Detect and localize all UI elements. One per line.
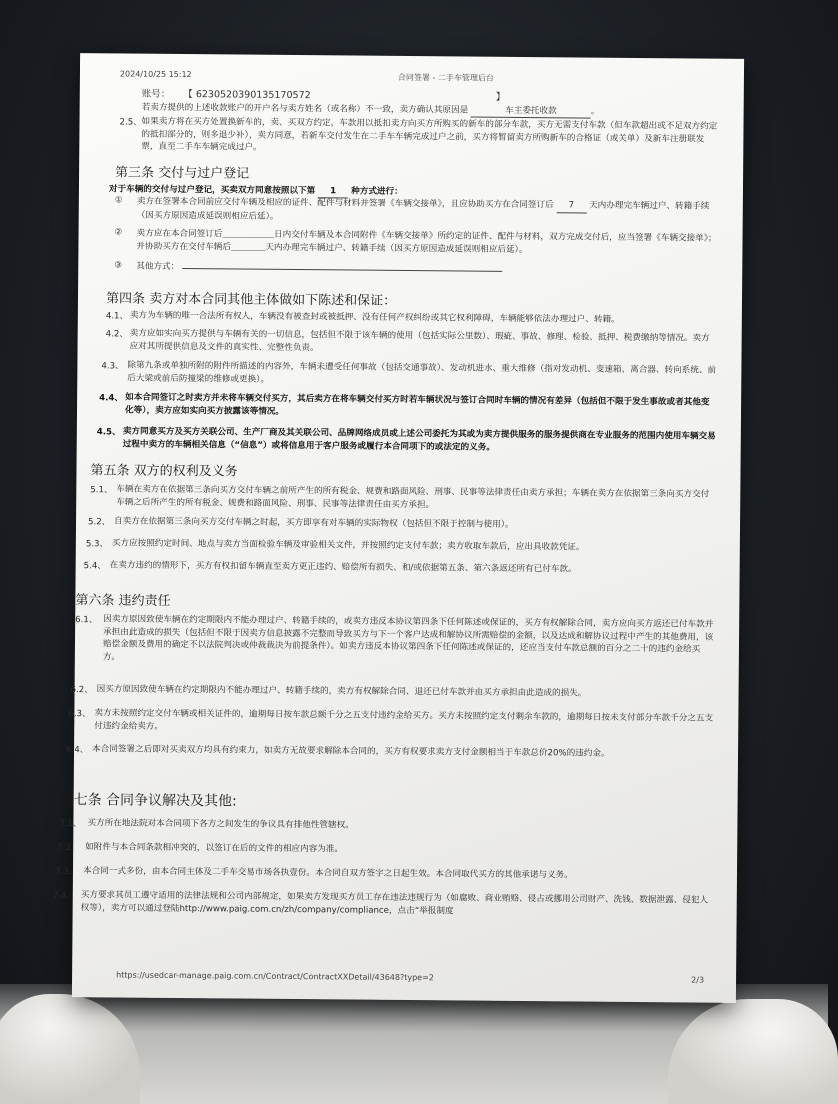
section3-lead-a: 对于车辆的交付与过户登记，买卖双方同意按照以下第 bbox=[108, 184, 316, 197]
s7-item-num: 7.4、 bbox=[52, 890, 76, 902]
intro-line: 若卖方提供的上述收款账户的开户名与卖方姓名（或名称）不一致，卖方确认其原因是 车主委托收款 。 bbox=[141, 102, 600, 117]
s7-item-num: 7.2、 bbox=[57, 842, 80, 854]
intro-reason: 车主委托收款 bbox=[471, 105, 591, 119]
s4-item-num: 4.2、 bbox=[105, 329, 128, 340]
print-date: 2024/10/25 15:12 bbox=[119, 69, 192, 80]
s7-item-num: 7.3、 bbox=[54, 866, 78, 878]
clause-2-5-text: 如果卖方将在买方处置换新车的，卖、买双方约定，车款用以抵扣卖方向买方所购买的新车的部分车款，买方无需支付车款（但车款超出或不足双方约定的抵扣部分的，则多退少补），卖方同意，若新车交付发生在二手车车辆完成过户之前，买方将暂留卖方所购新车的合格证（或关单）及新车注册联发票，直至二手车车辆完成过户。 bbox=[141, 116, 718, 153]
s7-item-text: 买方要求其员工遵守适用的法律法规和公司内部规定，如果卖方发现买方员工存在违法违规行为（如腐败、商业贿赂、侵占或挪用公司财产、洗钱、数据泄露、侵犯人权等），卖方可以通过登陆http://www.paig.com.cn/zh/company/compliance，点击“举报制度 bbox=[80, 890, 709, 916]
s6-item-num: 6.1、 bbox=[75, 615, 98, 626]
s6-item-text: 因卖方原因致使车辆在约定期限内不能办理过户、转籍手续的，或卖方违反本协议第四条下任何陈述或保证的，买方有权解除合同，卖方应向买方返还已付车款并承担由此造成的损失（包括但不限于因卖方信息披露不完整而导致买方与下一个客户达成和解协议所需赔偿的金额，以及达成和解协议过程中产生的其他费用，该赔偿金额及费用的确定不以法院判决或仲裁裁决为前提条件）。如卖方违反本协议第四条下任何陈述或保证的，还应当支付车款总额的百分之二十的违约金给买方。 bbox=[102, 614, 714, 662]
section3-opt3-text: 其他方式： bbox=[136, 261, 180, 272]
section3-opt3 bbox=[136, 261, 502, 276]
section3-lead-num: 1 bbox=[318, 185, 348, 198]
section3-title: 第三条 交付与过户登记 bbox=[115, 165, 250, 182]
print-title: 合同签署 - 二手车管理后台 bbox=[397, 72, 494, 83]
s4-item-text: 卖方同意买方及买方关联公司、生产厂商及其关联公司、品牌网络成员或上述公司委托为其或为卖方提供服务的服务提供商在专业服务的范围内使用车辆交易过程中卖方的车辆相关信息（“信息”）或将信息用于客户服务或履行本合同项下的或法定的义务。 bbox=[122, 426, 716, 453]
s6-item-num: 6.3、 bbox=[68, 709, 91, 720]
section3-opt1-text-a: 卖方在签署本合同前应交付车辆及相应的证件、配件与材料并签署《车辆交接单》，且应协助买方在合同签订后 bbox=[136, 196, 554, 211]
s5-item-text: 车辆在卖方在依据第三条向买方交付车辆之前所产生的所有税金、规费和路面风险、刑事、民事等法律责任由卖方承担；车辆在卖方在依据第三条向买方交付车辆之后所产生的所有税金、规费和路面风险、刑事、民事等法律责任由买方承担。 bbox=[116, 484, 710, 510]
account-number: 【 6230520390135170572 bbox=[183, 89, 311, 102]
section5-title: 第五条 双方的权利及义务 bbox=[90, 463, 238, 480]
section3-opt2: 卖方应在本合同签订后＿＿＿＿＿＿日内交付车辆及本合同附件《车辆交接单》所约定的证件、配件与材料，双方完成交付后，应当签署《车辆交接单》；并协助买方在交付车辆后＿＿＿＿天内办理完车辆过户、转籍手续（因买方原因造成延误则相应后延）。 bbox=[136, 228, 717, 255]
s5-item-num: 5.1、 bbox=[90, 485, 113, 496]
section3-lead-b: 种方式进行： bbox=[351, 186, 403, 197]
s5-item-num: 5.3、 bbox=[85, 539, 109, 550]
s4-item-text: 卖方为车辆的唯一合法所有权人，车辆没有被查封或被抵押、没有任何产权纠纷或其它权利障碍，车辆能够依法办理过户、转籍。 bbox=[129, 310, 620, 325]
section6-title: 第六条 违约责任 bbox=[75, 593, 171, 609]
s6-item-num: 6.2、 bbox=[70, 685, 93, 696]
section4-title: 第四条 卖方对本合同其他主体做如下陈述和保证： bbox=[105, 291, 397, 309]
clause-2-5-num: 2.5、 bbox=[119, 117, 142, 128]
section3-opt1-days: 7 bbox=[556, 199, 586, 213]
contract-page bbox=[52, 53, 744, 1003]
footer-page-number: 2/3 bbox=[691, 975, 705, 985]
s5-item-text: 在卖方违约的情形下，买方有权扣留车辆直至卖方更正违约、赔偿所有损失、和/或依据第五条、第六条返还所有已付车款。 bbox=[109, 560, 577, 575]
s4-item-text: 如本合同签订之时卖方并未将车辆交付买方，其后卖方在将车辆交付买方时若车辆状况与签订合同时车辆的情况有差异（包括但不限于发生事故或者其他变化等），卖方应如实向买方披露该等情况。 bbox=[124, 392, 710, 417]
s6-item-text: 卖方未按照约定交付车辆或相关证件的，逾期每日按车款总额千分之五支付违约金给买方。买方未按照约定支付剩余车款的，逾期每日按未支付部分车款千分之五支付违约金给卖方。 bbox=[94, 708, 714, 732]
account-label: 账号： bbox=[141, 88, 171, 100]
s4-item-num: 4.4、 bbox=[99, 393, 123, 404]
section3-opt1 bbox=[137, 196, 719, 227]
s7-item-text: 本合同一式多份，由本合同主体及二手车交易市场各执壹份。本合同自双方签字之日起生效。本合同取代买方的其他承诺与义务。 bbox=[82, 866, 573, 881]
section7-title: 第七条 合同争议解决及其他: bbox=[59, 791, 237, 810]
s4-item-num: 4.1、 bbox=[105, 311, 129, 322]
s7-item-text: 买方所在地法院对本合同项下各方之间发生的争议具有排他性管辖权。 bbox=[87, 818, 354, 831]
s5-item-num: 5.4、 bbox=[83, 561, 106, 572]
s4-item-num: 4.3、 bbox=[101, 361, 124, 372]
s7-item-text: 如附件与本合同条款相冲突的，以签订在后的文件的相应内容为准。 bbox=[85, 842, 344, 855]
section3-opt2-num: ② bbox=[114, 227, 123, 238]
section3-opt1-num: ① bbox=[114, 195, 123, 206]
s6-item-text: 本合同签署之后即对买卖双方均具有约束力，如卖方无故要求解除本合同的，买方有权要求卖方支付金额相当于车款总价20%的违约金。 bbox=[92, 744, 610, 759]
s6-item-num: 6.4、 bbox=[66, 745, 89, 756]
account-bracket-end: 】 bbox=[495, 91, 506, 103]
section3-opt1-text-b: 天内办理完车辆过户、转籍手续（因买方原因造成延误则相应后延）。 bbox=[136, 200, 710, 222]
intro-text: 若卖方提供的上述收款账户的开户名与卖方姓名（或名称）不一致，卖方确认其原因是 bbox=[141, 102, 469, 116]
section3-opt3-blank bbox=[182, 268, 502, 272]
account-row bbox=[142, 86, 506, 103]
section3-opt3-num: ③ bbox=[114, 260, 123, 271]
s4-item-text: 除第九条或单独所附的附件所描述的内容外，车辆未遭受任何事故（包括交通事故）、发动机进水、重大维修（指对发动机、变速箱、离合器、转向系统、前后大梁或前后防撞梁的维修或更换）。 bbox=[127, 360, 717, 385]
s5-item-text: 买方应按照约定时间、地点与卖方当面检验车辆及审验相关文件，并按照约定支付车款；卖方收取车款后，应出具收款凭证。 bbox=[111, 538, 585, 553]
s6-item-text: 因买方原因致使车辆在约定期限内不能办理过户、转籍手续的，卖方有权解除合同、退还已付车款并由买方承担由此造成的损失。 bbox=[96, 684, 587, 699]
footer-url: https://usedcar-manage.paig.com.cn/Contract/ContractXXDetail/43648?type=2 bbox=[116, 970, 434, 983]
s7-item-num: 7.1、 bbox=[59, 818, 82, 830]
s4-item-num: 4.5、 bbox=[96, 427, 121, 438]
s4-item-text: 卖方应如实向买方提供与车辆有关的一切信息，包括但不限于该车辆的使用（包括实际公里数）、瑕疵、事故、修理、检验、抵押、税费缴纳等情况。卖方应对其所提供信息及文件的真实性、完整性负责。 bbox=[129, 328, 710, 353]
s5-item-text: 自卖方在依据第三条向买方交付车辆之时起，买方即享有对车辆的实际物权（包括但不限于控制与使用）。 bbox=[114, 516, 514, 530]
s5-item-num: 5.2、 bbox=[87, 517, 111, 528]
